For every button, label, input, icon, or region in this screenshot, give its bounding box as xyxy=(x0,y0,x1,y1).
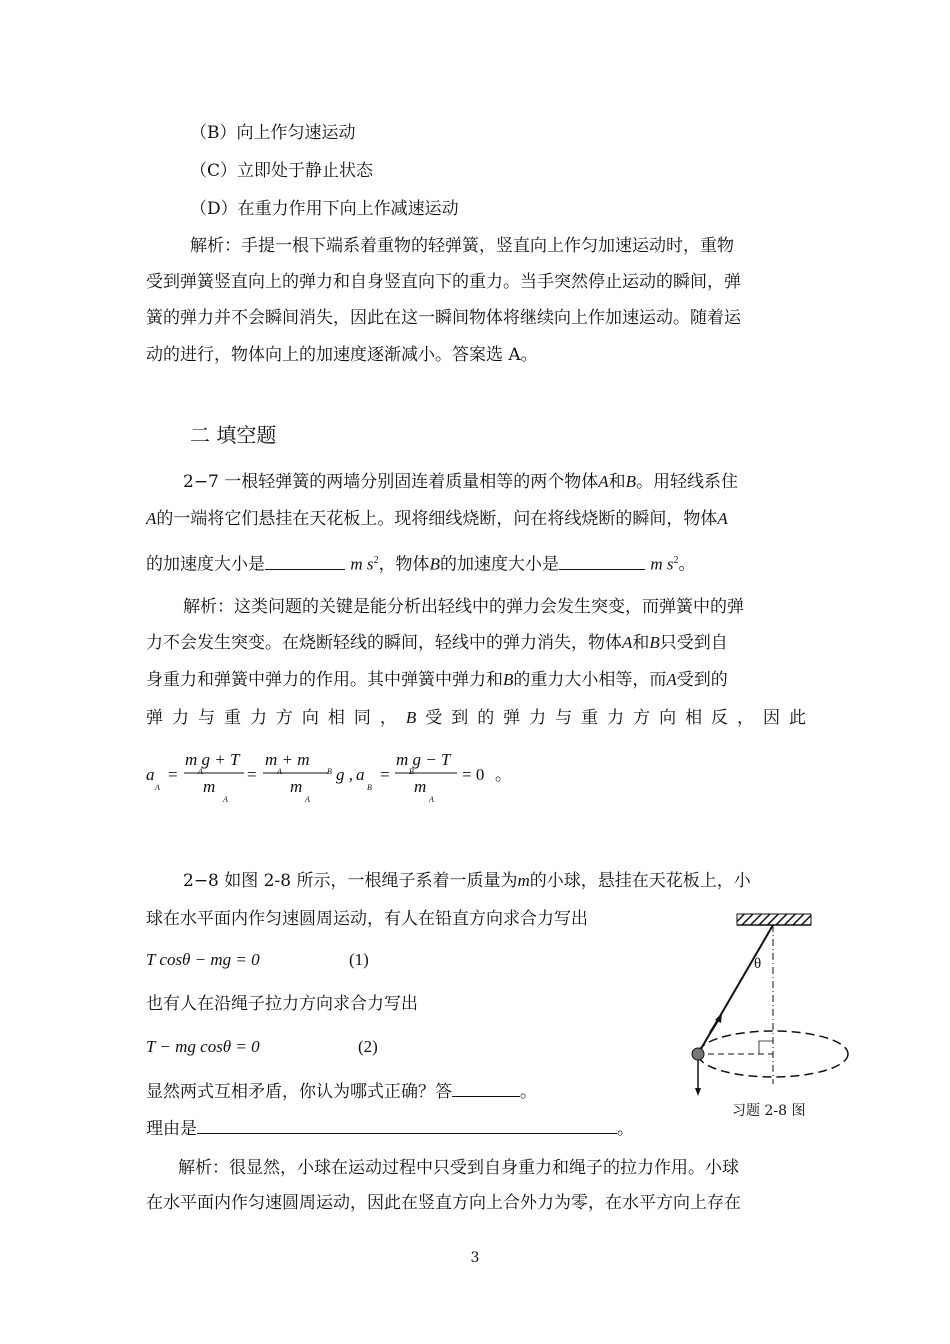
var-b: B xyxy=(503,670,514,689)
analysis2-char: 力 xyxy=(607,708,625,728)
analysis2-text: 身重力和弹簧中弹力的作用。其中弹簧中弹力和 xyxy=(146,670,503,690)
page-number: 3 xyxy=(470,1250,480,1266)
analysis2-line3 xyxy=(146,669,728,691)
formula-sub-b: B xyxy=(367,783,372,792)
analysis3-line2: 在水平面内作匀速圆周运动，因此在竖直方向上合外力为零，在水平方向上存在 xyxy=(146,1193,741,1213)
pendulum-figure xyxy=(690,908,860,1123)
answer-blank-reason[interactable] xyxy=(197,1117,617,1134)
var-a: A xyxy=(598,472,609,491)
analysis2-char: 与 xyxy=(555,708,573,728)
q28-line3: 也有人在沿绳子拉力方向求合力写出 xyxy=(146,994,418,1014)
q28-text: 的小球，悬挂在天花板上，小 xyxy=(529,871,751,891)
formula-eq: = xyxy=(168,765,178,784)
section-title: 二 填空题 xyxy=(190,423,277,447)
formula-num3-sub: B xyxy=(409,767,414,776)
analysis1-line1: 解析：手提一根下端系着重物的轻弹簧，竖直向上作匀加速运动时，重物 xyxy=(190,236,734,256)
analysis1-line3: 簧的弹力并不会瞬间消失，因此在这一瞬间物体将继续向上作加速运动。随着运 xyxy=(146,308,741,328)
analysis2-char: 因 xyxy=(763,708,781,728)
q28-text: 。 xyxy=(520,1082,537,1102)
analysis2-char: 反 xyxy=(711,708,729,728)
formula-eq: = xyxy=(247,765,257,784)
option-b: （B）向上作匀速运动 xyxy=(190,123,356,143)
q27-he: 和 xyxy=(608,472,626,492)
formula-den2: m xyxy=(290,777,303,796)
equation-2-tag: (2) xyxy=(358,1037,378,1056)
q28-line1 xyxy=(183,870,751,892)
var-b: B xyxy=(405,708,417,727)
analysis2-line2 xyxy=(146,632,728,654)
q27-line1 xyxy=(183,471,738,493)
unit-ms2: m s xyxy=(350,554,374,574)
var-a: A xyxy=(146,509,157,528)
option-d: （D）在重力作用下向上作减速运动 xyxy=(190,199,459,219)
gravity-arrowhead xyxy=(695,1088,701,1096)
q28-line2: 球在水平面内作匀速圆周运动，有人在铅直方向求合力写出 xyxy=(146,909,588,929)
equation-2: T − mg cosθ = 0 xyxy=(146,1037,260,1056)
formula-den3: m xyxy=(414,777,427,796)
formula-aB: a xyxy=(356,765,365,784)
analysis2-text: 的重力大小相等，而 xyxy=(513,670,667,690)
q27-line3 xyxy=(146,550,696,576)
analysis2-char: 弹 xyxy=(146,708,163,728)
analysis2-char: 到 xyxy=(451,708,469,728)
analysis1-line4: 动的进行，物体向上的加速度逐渐减小。答案选 A。 xyxy=(146,345,538,365)
unit-exponent: 2 xyxy=(373,555,379,566)
analysis2-char: 此 xyxy=(789,708,806,728)
theta-label: θ xyxy=(754,956,762,972)
analysis2-char: 力 xyxy=(529,708,547,728)
formula-period: 。 xyxy=(495,765,512,784)
ball xyxy=(692,1048,704,1060)
acceleration-formula xyxy=(146,742,566,812)
q28-line5 xyxy=(146,1117,634,1140)
formula-num2-sub-a: A xyxy=(277,767,282,776)
formula-num2-sub-b: B xyxy=(327,767,332,776)
option-c: （C）立即处于静止状态 xyxy=(190,161,374,181)
analysis2-char: 弹 xyxy=(503,708,521,728)
figure-caption: 习题 2-8 图 xyxy=(732,1103,806,1119)
formula-num2: m + m xyxy=(265,750,310,769)
var-a: A xyxy=(666,670,677,689)
analysis2-char: 力 xyxy=(249,708,267,728)
var-b: B xyxy=(649,633,660,652)
analysis2-char: 向 xyxy=(301,708,319,728)
analysis2-char: 力 xyxy=(171,708,189,728)
q27-text: 2−7 一根轻弹簧的两墙分别固连着质量相等的两个物体 xyxy=(183,472,599,492)
formula-zero: = 0 xyxy=(462,765,485,784)
analysis2-char: 相 xyxy=(327,708,345,728)
formula-den3-sub: A xyxy=(429,795,434,804)
q27-text: ，物体 xyxy=(378,554,430,575)
answer-blank-b[interactable] xyxy=(559,553,645,570)
q27-text: 的加速度大小是 xyxy=(146,554,265,575)
q27-text: 的一端将它们悬挂在天花板上。现将细线烧断，问在将线烧断的瞬间，物体 xyxy=(156,509,718,529)
q28-text: 2−8 如图 2-8 所示，一根绳子系着一质量为 xyxy=(183,871,518,891)
unit-ms2: m s xyxy=(650,554,674,574)
analysis2-char: 的 xyxy=(477,708,495,728)
var-a: A xyxy=(717,509,728,528)
rope xyxy=(698,925,773,1054)
right-angle-mark xyxy=(759,1041,773,1054)
var-m: m xyxy=(517,871,530,890)
formula-sub-a: A xyxy=(155,783,160,792)
analysis3-line1: 解析：很显然，小球在运动过程中只受到自身重力和绳子的拉力作用。小球 xyxy=(178,1158,739,1178)
analysis1-line2: 受到弹簧竖直向上的弹力和自身竖直向下的重力。当手突然停止运动的瞬间，弹 xyxy=(146,272,741,292)
analysis2-line1: 解析：这类问题的关键是能分析出轻线中的弹力会发生突变，而弹簧中的弹 xyxy=(183,597,744,617)
q27-text: 。用轻线系住 xyxy=(636,472,739,492)
formula-eq: = xyxy=(380,765,390,784)
analysis2-char: 与 xyxy=(197,708,215,728)
analysis2-char: 同 xyxy=(353,708,371,728)
analysis2-line4 xyxy=(146,707,806,729)
ceiling-hatch xyxy=(737,914,811,925)
formula-den1-sub: A xyxy=(223,795,228,804)
analysis2-char: 向 xyxy=(659,708,677,728)
q28-text: 显然两式互相矛盾，你认为哪式正确？答 xyxy=(146,1082,452,1102)
formula-aA: a xyxy=(146,765,155,784)
analysis2-char: 相 xyxy=(685,708,703,728)
equation-1: T cosθ − mg = 0 xyxy=(146,950,260,969)
analysis2-char: ， xyxy=(379,708,397,728)
analysis2-char: 重 xyxy=(581,708,599,728)
formula-num1: m g + T xyxy=(185,750,240,769)
q27-end: 。 xyxy=(678,554,696,575)
q28-line4 xyxy=(146,1080,537,1103)
answer-blank-a[interactable] xyxy=(265,553,345,570)
q28-text: 。 xyxy=(617,1119,634,1139)
var-b: B xyxy=(429,554,440,574)
analysis2-char: 方 xyxy=(633,708,651,728)
equation-1-tag: (1) xyxy=(349,950,369,969)
q27-line2 xyxy=(146,508,728,530)
analysis2-text: 只受到自 xyxy=(659,633,728,653)
q28-text: 理由是 xyxy=(146,1119,197,1139)
analysis2-text: 受到的 xyxy=(676,670,728,690)
q27-text: 的加速度大小是 xyxy=(439,554,559,575)
formula-num3: m g − T xyxy=(396,750,451,769)
var-a: A xyxy=(622,633,633,652)
formula-den2-sub: A xyxy=(305,795,310,804)
analysis2-char: ， xyxy=(737,708,755,728)
formula-g: g , xyxy=(336,765,353,784)
analysis2-char: 重 xyxy=(223,708,241,728)
unit-exponent: 2 xyxy=(673,555,679,566)
answer-blank-which[interactable] xyxy=(452,1080,520,1097)
var-b: B xyxy=(625,472,637,491)
analysis2-he: 和 xyxy=(632,633,650,653)
analysis2-char: 受 xyxy=(425,708,443,728)
analysis2-text: 力不会发生突变。在烧断轻线的瞬间，轻线中的弹力消失，物体 xyxy=(146,633,622,653)
formula-den1: m xyxy=(203,777,216,796)
analysis2-char: 方 xyxy=(275,708,293,728)
formula-num1-sub: A xyxy=(198,767,203,776)
